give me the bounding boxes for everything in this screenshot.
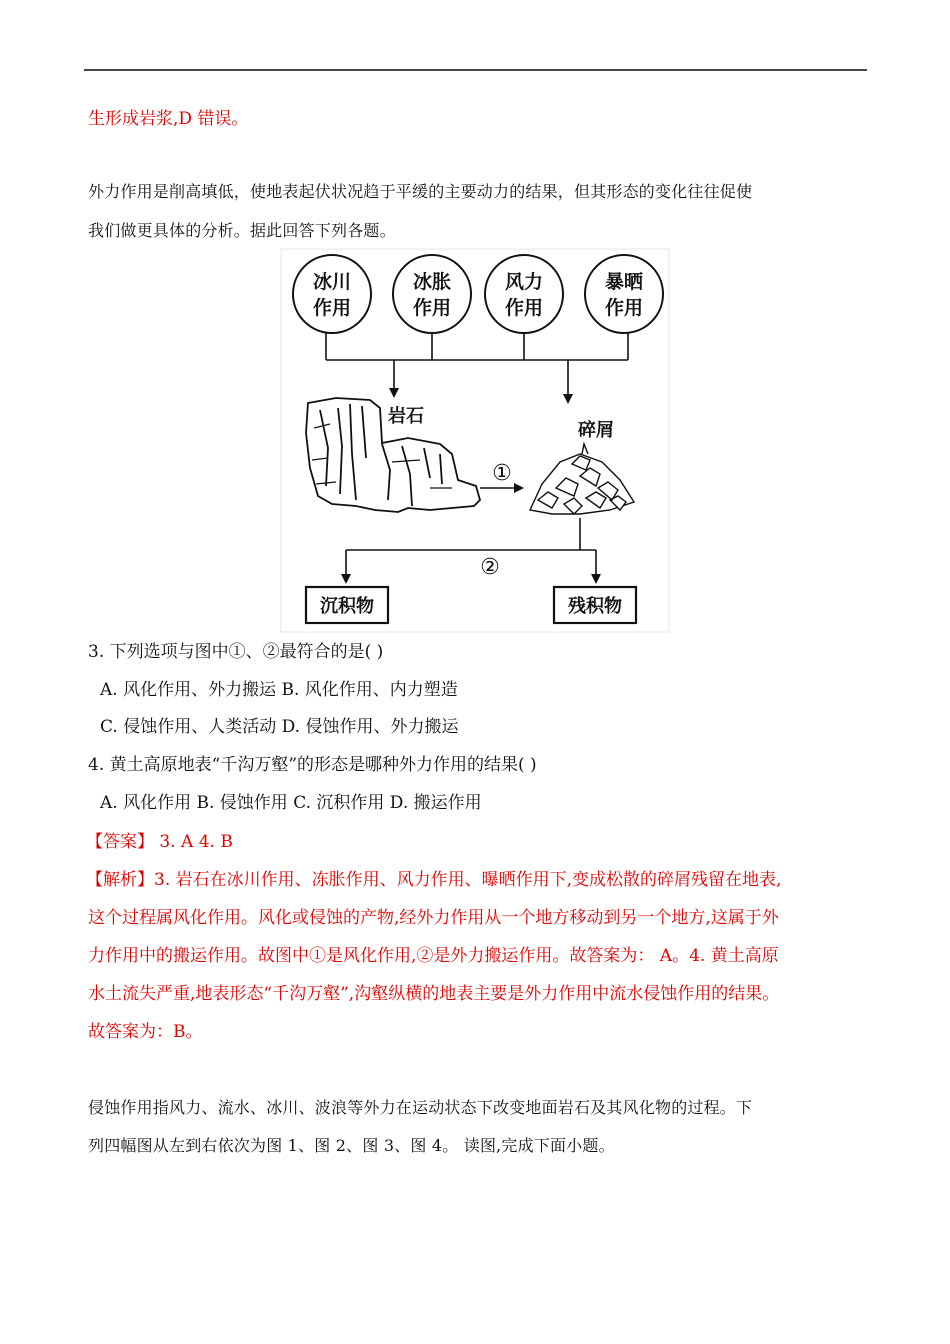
analysis-line-4: 水土流失严重,地表形态“千沟万壑”,沟壑纵横的地表主要是外力作用中流水侵蚀作用的结果。 [88,984,780,1004]
circle-wind [485,255,563,333]
q4-stem: 4. 黄土高原地表“千沟万壑”的形态是哪种外力作用的结果( ) [88,755,537,775]
circle-frost-l2: 作用 [412,297,452,319]
weathering-diagram [280,248,670,633]
header-rule [84,69,867,71]
residue-label: 残积物 [568,596,622,617]
circle-glacier [293,255,371,333]
q3-options-cd: C. 侵蚀作用、人类活动 D. 侵蚀作用、外力搬运 [100,717,459,737]
arrow-down-debris-icon [563,394,573,404]
prev-answer-tail: 生形成岩浆,D 错误。 [88,109,249,129]
answer-tag: 【答案】 [86,832,154,852]
step1-label: ① [492,461,512,486]
next-intro-line-2: 列四幅图从左到右依次为图 1、图 2、图 3、图 4。 读图,完成下面小题。 [88,1136,615,1155]
analysis-line-2: 这个过程属风化作用。风化或侵蚀的产物,经外力作用从一个地方移动到另一个地方,这属于外 [88,908,779,928]
q3-stem: 3. 下列选项与图中①、②最符合的是( ) [88,642,384,662]
step2-label: ② [480,555,500,580]
answer-text: 3. A 4. B [154,832,233,852]
analysis-tag: 【解析】 [86,870,154,890]
rock-label: 岩石 [388,406,424,427]
next-intro-line-1: 侵蚀作用指风力、流水、冰川、波浪等外力在运动状态下改变地面岩石及其风化物的过程。下 [88,1098,753,1117]
circle-sun [585,255,663,333]
arrow-down-rock-icon [389,388,399,398]
bottom-connector-lines [346,518,596,576]
intro-line-1: 外力作用是削高填低，使地表起伏状况趋于平缓的主要动力的结果，但其形态的变化往往促使 [88,182,753,201]
circle-sun-l2: 作用 [604,297,644,319]
circle-frost [393,255,471,333]
sediment-label: 沉积物 [320,596,374,617]
debris-illustration [530,444,634,514]
circle-sun-l1: 暴晒 [604,271,644,293]
analysis-text-1: 3. 岩石在冰川作用、冻胀作用、风力作用、曝晒作用下,变成松散的碎屑残留在地表, [154,870,782,890]
circle-glacier-l1: 冰川 [312,271,352,293]
analysis-line-1 [86,869,781,891]
answer-line [86,831,233,853]
circle-frost-l1: 冰胀 [412,271,452,293]
arrow-right-icon [514,483,524,493]
analysis-line-3: 力作用中的搬运作用。故图中①是风化作用,②是外力搬运作用。故答案为： A。4. 黄土高原 [88,946,779,966]
circle-wind-l2: 作用 [504,297,544,319]
debris-label: 碎屑 [578,420,614,441]
analysis-line-5: 故答案为：B。 [88,1022,203,1042]
connector-lines [326,333,628,398]
q4-options: A. 风化作用 B. 侵蚀作用 C. 沉积作用 D. 搬运作用 [100,793,482,813]
arrow-down-residue-icon [591,574,601,584]
circle-glacier-l2: 作用 [312,297,352,319]
intro-line-2: 我们做更具体的分析。据此回答下列各题。 [88,221,396,240]
q3-options-ab: A. 风化作用、外力搬运 B. 风化作用、内力塑造 [100,680,458,700]
circle-wind-l1: 风力 [504,271,544,293]
arrow-down-sediment-icon [341,574,351,584]
